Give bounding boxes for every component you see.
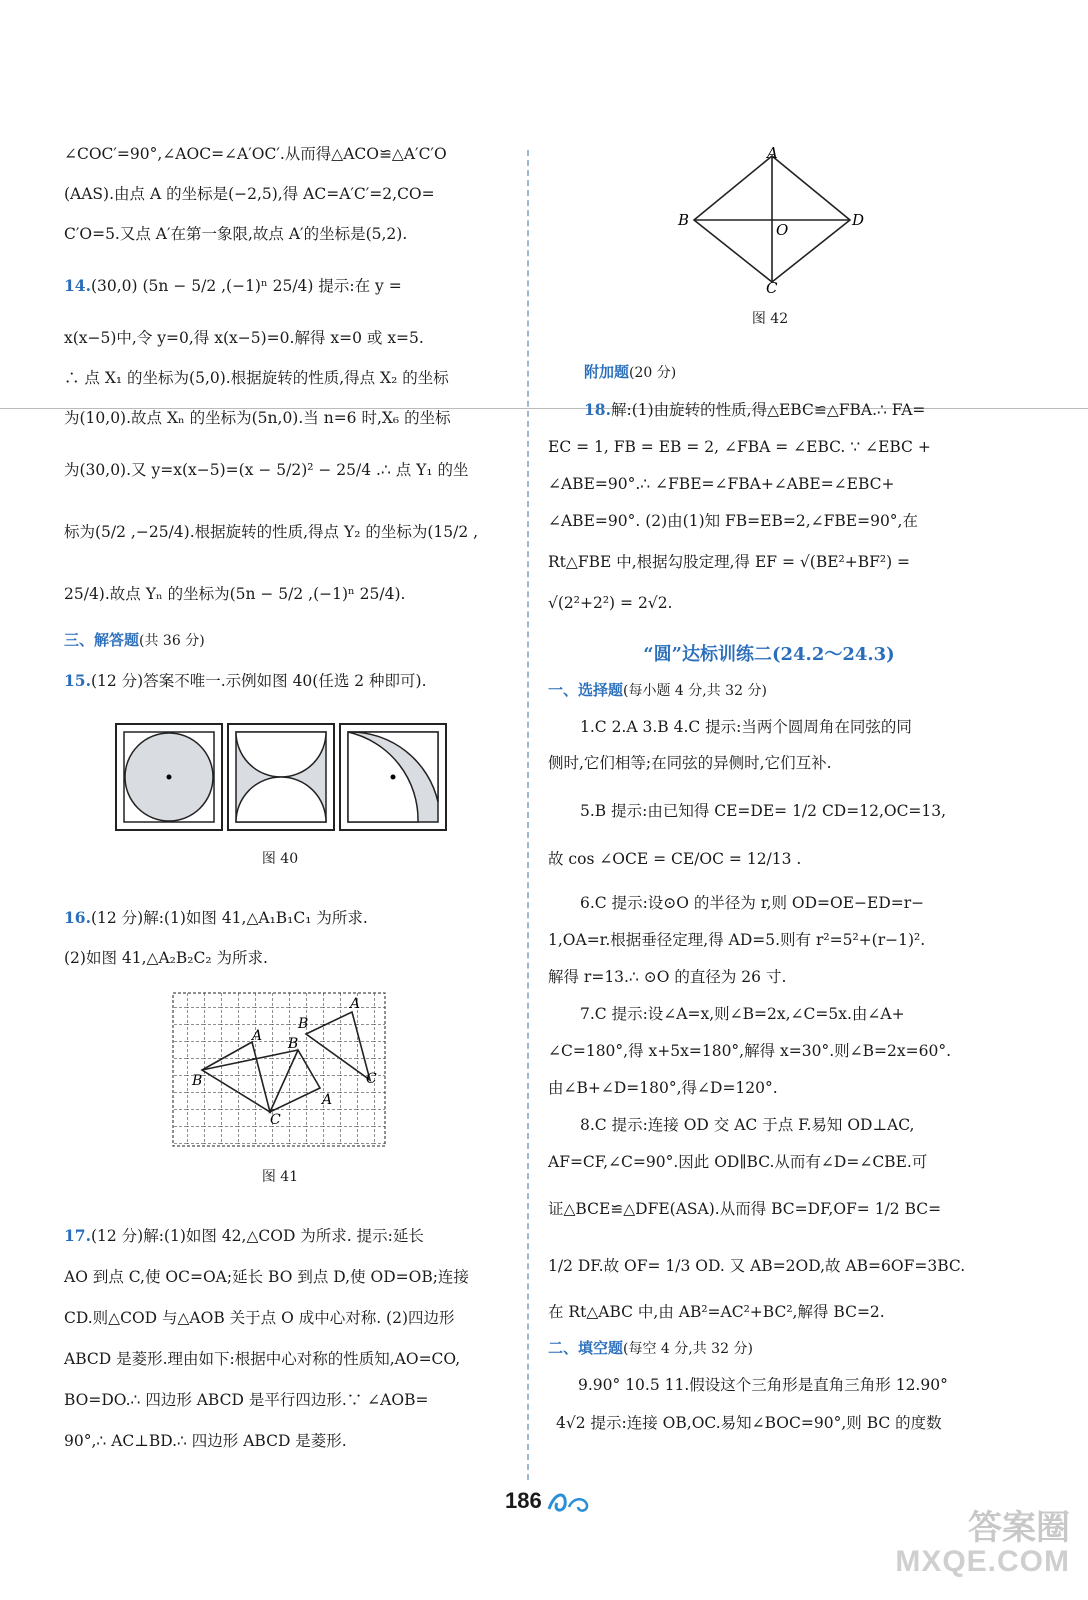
text-line	[548, 400, 990, 420]
text-line: (2)如图 41,△A₂B₂C₂ 为所求.	[64, 949, 268, 967]
svg-text:A: A	[322, 1092, 333, 1108]
answer-9-12: 9.90° 10.5 11.假设这个三角形是直角三角形 12.90°	[578, 1376, 948, 1394]
figure-42	[672, 146, 872, 296]
text-line: C′O=5.又点 A′在第一象限,故点 A′的坐标是(5,2).	[64, 225, 408, 243]
answer-1-4: 1.C 2.A 3.B 4.C 提示:当两个圆周角在同弦的同	[580, 718, 912, 736]
section-title: 二、填空题	[548, 1339, 624, 1357]
answer-7: 7.C 提示:设∠A=x,则∠B=2x,∠C=5x.由∠A+	[580, 1005, 905, 1023]
text-line: 在 Rt△ABC 中,由 AB²=AC²+BC²,解得 BC=2.	[548, 1303, 885, 1321]
text-line: 由∠B+∠D=180°,得∠D=120°.	[548, 1079, 778, 1097]
text: 解:(1)由旋转的性质,得△EBC≌△FBA.∴ FA=	[610, 401, 926, 419]
text-line: EC = 1, FB = EB = 2, ∠FBA = ∠EBC. ∵ ∠EBC +	[548, 438, 931, 456]
text: (12 分)解:(1)如图 41,△A₁B₁C₁ 为所求.	[90, 909, 368, 927]
label-a: A	[767, 146, 778, 162]
question-number: 14.	[64, 276, 91, 295]
left-column	[64, 130, 512, 691]
text-line: 解得 r=13.∴ ⊙O 的直径为 26 寸.	[548, 968, 787, 986]
text: (12 分)答案不唯一.示例如图 40(任选 2 种即可).	[90, 672, 427, 690]
section-note: (每空 4 分,共 32 分)	[623, 1341, 753, 1357]
question-18	[548, 400, 990, 613]
text-line: ABCD 是菱形.理由如下:根据中心对称的性质知,AO=CO,	[64, 1350, 461, 1368]
text-line: (AAS).由点 A 的坐标是(−2,5),得 AC=A′C′=2,CO=	[64, 185, 435, 203]
question-17	[64, 1226, 512, 1451]
svg-text:B: B	[288, 1036, 299, 1052]
text-line: 为(30,0).又 y=x(x−5)=(x − 5/2)² − 25/4 .∴ 点 Y₁ 的坐	[64, 461, 469, 479]
figure-41-caption: 图 41	[261, 1169, 299, 1185]
section-2-header	[548, 1338, 990, 1359]
figure-42-caption: 图 42	[751, 311, 789, 327]
svg-text:C: C	[366, 1071, 377, 1087]
label-d: D	[852, 211, 865, 229]
question-16	[64, 908, 368, 928]
question-15	[64, 671, 512, 691]
text-line: 标为(5/2 ,−25/4).根据旋转的性质,得点 Y₂ 的坐标为(15/2 ,	[64, 523, 479, 541]
text-line: CD.则△COD 与△AOB 关于点 O 成中心对称. (2)四边形	[64, 1309, 455, 1327]
answer-8: 8.C 提示:连接 OD 交 AC 于点 F.易知 OD⊥AC,	[580, 1116, 915, 1134]
label-b: B	[678, 211, 690, 229]
text-line: 25/4).故点 Yₙ 的坐标为(5n − 5/2 ,(−1)ⁿ 25/4).	[64, 585, 406, 603]
section-title: 一、选择题	[548, 681, 624, 699]
question-number: 18.	[584, 400, 611, 419]
text-line: BO=DO.∴ 四边形 ABCD 是平行四边形.∵ ∠AOB=	[64, 1391, 429, 1409]
text-line: Rt△FBE 中,根据勾股定理,得 EF = √(BE²+BF²) =	[548, 553, 911, 571]
section-note: (20 分)	[629, 365, 677, 381]
svg-text:A: A	[252, 1028, 263, 1044]
figure-40	[114, 722, 450, 834]
answer-5: 5.B 提示:由已知得 CE=DE= 1/2 CD=12,OC=13,	[580, 802, 947, 820]
section-3-header	[64, 630, 512, 651]
section-note: (共 36 分)	[139, 633, 205, 649]
section-1-header	[548, 680, 990, 701]
question-number: 16.	[64, 908, 91, 927]
text-line: ∠ABE=90°. (2)由(1)知 FB=EB=2,∠FBE=90°,在	[548, 512, 918, 530]
svg-text:B: B	[192, 1073, 203, 1089]
text-line: AO 到点 C,使 OC=OA;延长 BO 到点 D,使 OD=OB;连接	[64, 1268, 469, 1286]
text-line: ∠COC′=90°,∠AOC=∠A′OC′.从而得△ACO≌△A′C′O	[64, 145, 447, 163]
answers-block	[548, 680, 990, 1433]
text-line: 90°,∴ AC⊥BD.∴ 四边形 ABCD 是菱形.	[64, 1432, 347, 1450]
text-line: 1,OA=r.根据垂径定理,得 AD=5.则有 r²=5²+(r−1)².	[548, 931, 926, 949]
text: (12 分)解:(1)如图 42,△COD 为所求. 提示:延长	[90, 1227, 424, 1245]
figure-40-panel-1	[116, 724, 222, 830]
swirl-logo-icon	[545, 1487, 593, 1517]
section-title: 三、解答题	[64, 631, 140, 649]
text-line: 1/2 DF.故 OF= 1/3 OD. 又 AB=2OD,故 AB=6OF=3BC.	[548, 1257, 966, 1275]
figure-40-panel-3	[340, 724, 446, 830]
text: (30,0) (5n − 5/2 ,(−1)ⁿ 25/4) 提示:在 y =	[90, 277, 402, 295]
question-14	[64, 276, 512, 296]
section-title: 附加题	[584, 363, 630, 381]
question-number: 17.	[64, 1226, 91, 1245]
text-line: 4√2 提示:连接 OB,OC.易知∠BOC=90°,则 BC 的度数	[556, 1414, 942, 1432]
svg-text:B: B	[298, 1016, 309, 1032]
text-line: x(x−5)中,令 y=0,得 x(x−5)=0.解得 x=0 或 x=5.	[64, 329, 424, 347]
text-line	[64, 1226, 512, 1246]
svg-text:A: A	[350, 996, 361, 1012]
watermark-url: MXQE.COM	[895, 1545, 1070, 1578]
page-number: 186	[505, 1488, 542, 1513]
text-line: 为(10,0).故点 Xₙ 的坐标为(5n,0).当 n=6 时,X₆ 的坐标	[64, 409, 451, 427]
answer-6: 6.C 提示:设⊙O 的半径为 r,则 OD=OE−ED=r−	[580, 894, 925, 912]
extra-header	[584, 362, 676, 383]
text-line: ∴ 点 X₁ 的坐标为(5,0).根据旋转的性质,得点 X₂ 的坐标	[64, 369, 449, 387]
watermark-logo: 答案圈	[968, 1509, 1070, 1547]
text-line: 证△BCE≌△DFE(ASA).从而得 BC=DF,OF= 1/2 BC=	[548, 1200, 942, 1218]
figure-40-panel-2	[228, 724, 334, 830]
section-title-circle-training: “圆”达标训练二(24.2～24.3)	[643, 644, 895, 665]
label-o: O	[776, 221, 789, 239]
text-line: 侧时,它们相等;在同弦的异侧时,它们互补.	[548, 754, 832, 772]
section-note: (每小题 4 分,共 32 分)	[623, 683, 767, 699]
svg-text:C: C	[270, 1112, 281, 1128]
text-line: 故 cos ∠OCE = CE/OC = 12/13 .	[548, 850, 802, 868]
text-line: AF=CF,∠C=90°.因此 OD∥BC.从而有∠D=∠CBE.可	[548, 1153, 928, 1171]
text-line: ∠ABE=90°.∴ ∠FBE=∠FBA+∠ABE=∠EBC+	[548, 475, 895, 493]
label-c: C	[766, 279, 778, 296]
column-divider	[527, 150, 529, 1480]
figure-40-caption: 图 40	[261, 851, 299, 867]
figure-41	[170, 990, 390, 1150]
question-number: 15.	[64, 671, 91, 690]
text-line: √(2²+2²) = 2√2.	[548, 594, 673, 612]
text-line: ∠C=180°,得 x+5x=180°,解得 x=30°.则∠B=2x=60°.	[548, 1042, 952, 1060]
